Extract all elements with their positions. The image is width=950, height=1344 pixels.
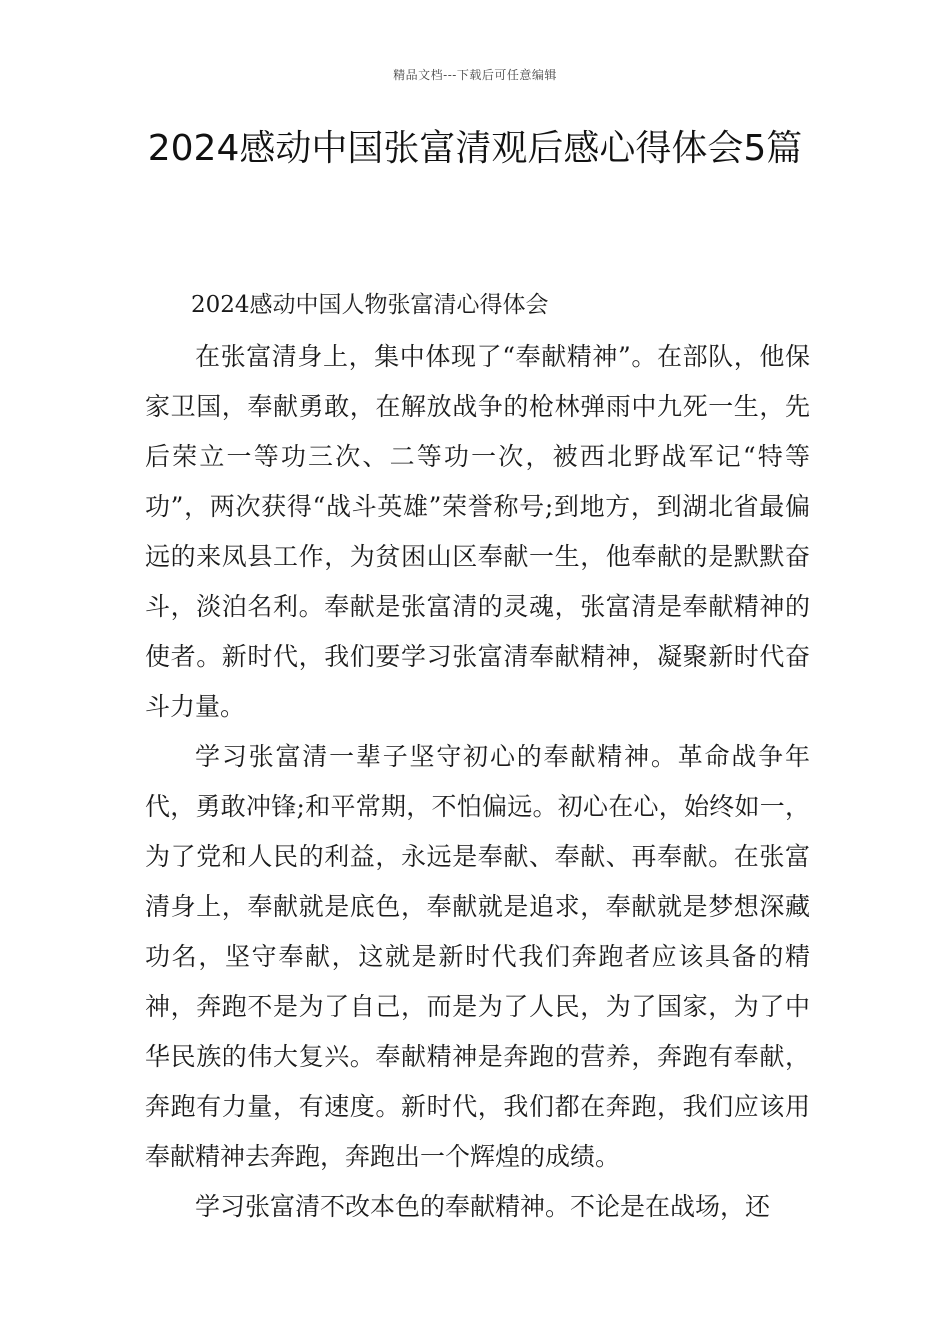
paragraph: 学习张富清不改本色的奉献精神。不论是在战场，还 bbox=[195, 1192, 771, 1221]
header-note: 精品文档---下载后可任意编辑 bbox=[393, 68, 557, 82]
document-body bbox=[145, 280, 810, 1232]
paragraph: 学习张富清一辈子坚守初心的奉献精神。革命战争年代，勇敢冲锋;和平常期，不怕偏远。初心在心，始终如一，为了党和人民的利益，永远是奉献、奉献、再奉献。在张富清身上，奉献就是底色，奉献就是追求，奉献就是梦想深藏功名，坚守奉献，这就是新时代我们奔跑者应该具备的精神，奔跑不是为了自己，而是为了人民，为了国家，为了中华民族的伟大复兴。奉献精神是奔跑的营养，奔跑有奉献，奔跑有力量，有速度。新时代，我们都在奔跑，我们应该用奉献精神去奔跑，奔跑出一个辉煌的成绩。 bbox=[145, 742, 810, 1171]
section-subheading: 2024感动中国人物张富清心得体会 bbox=[191, 292, 549, 318]
paragraph: 在张富清身上，集中体现了“奉献精神”。在部队，他保家卫国，奉献勇敢，在解放战争的枪林弹雨中九死一生，先后荣立一等功三次、二等功一次，被西北野战军记“特等功”，两次获得“战斗英雄”荣誉称号;到地方，到湖北省最偏远的来凤县工作，为贫困山区奉献一生，他奉献的是默默奋斗，淡泊名利。奉献是张富清的灵魂，张富清是奉献精神的使者。新时代，我们要学习张富清奉献精神，凝聚新时代奋斗力量。 bbox=[145, 342, 810, 721]
document-title: 2024感动中国张富清观后感心得体会5篇 bbox=[147, 128, 803, 169]
